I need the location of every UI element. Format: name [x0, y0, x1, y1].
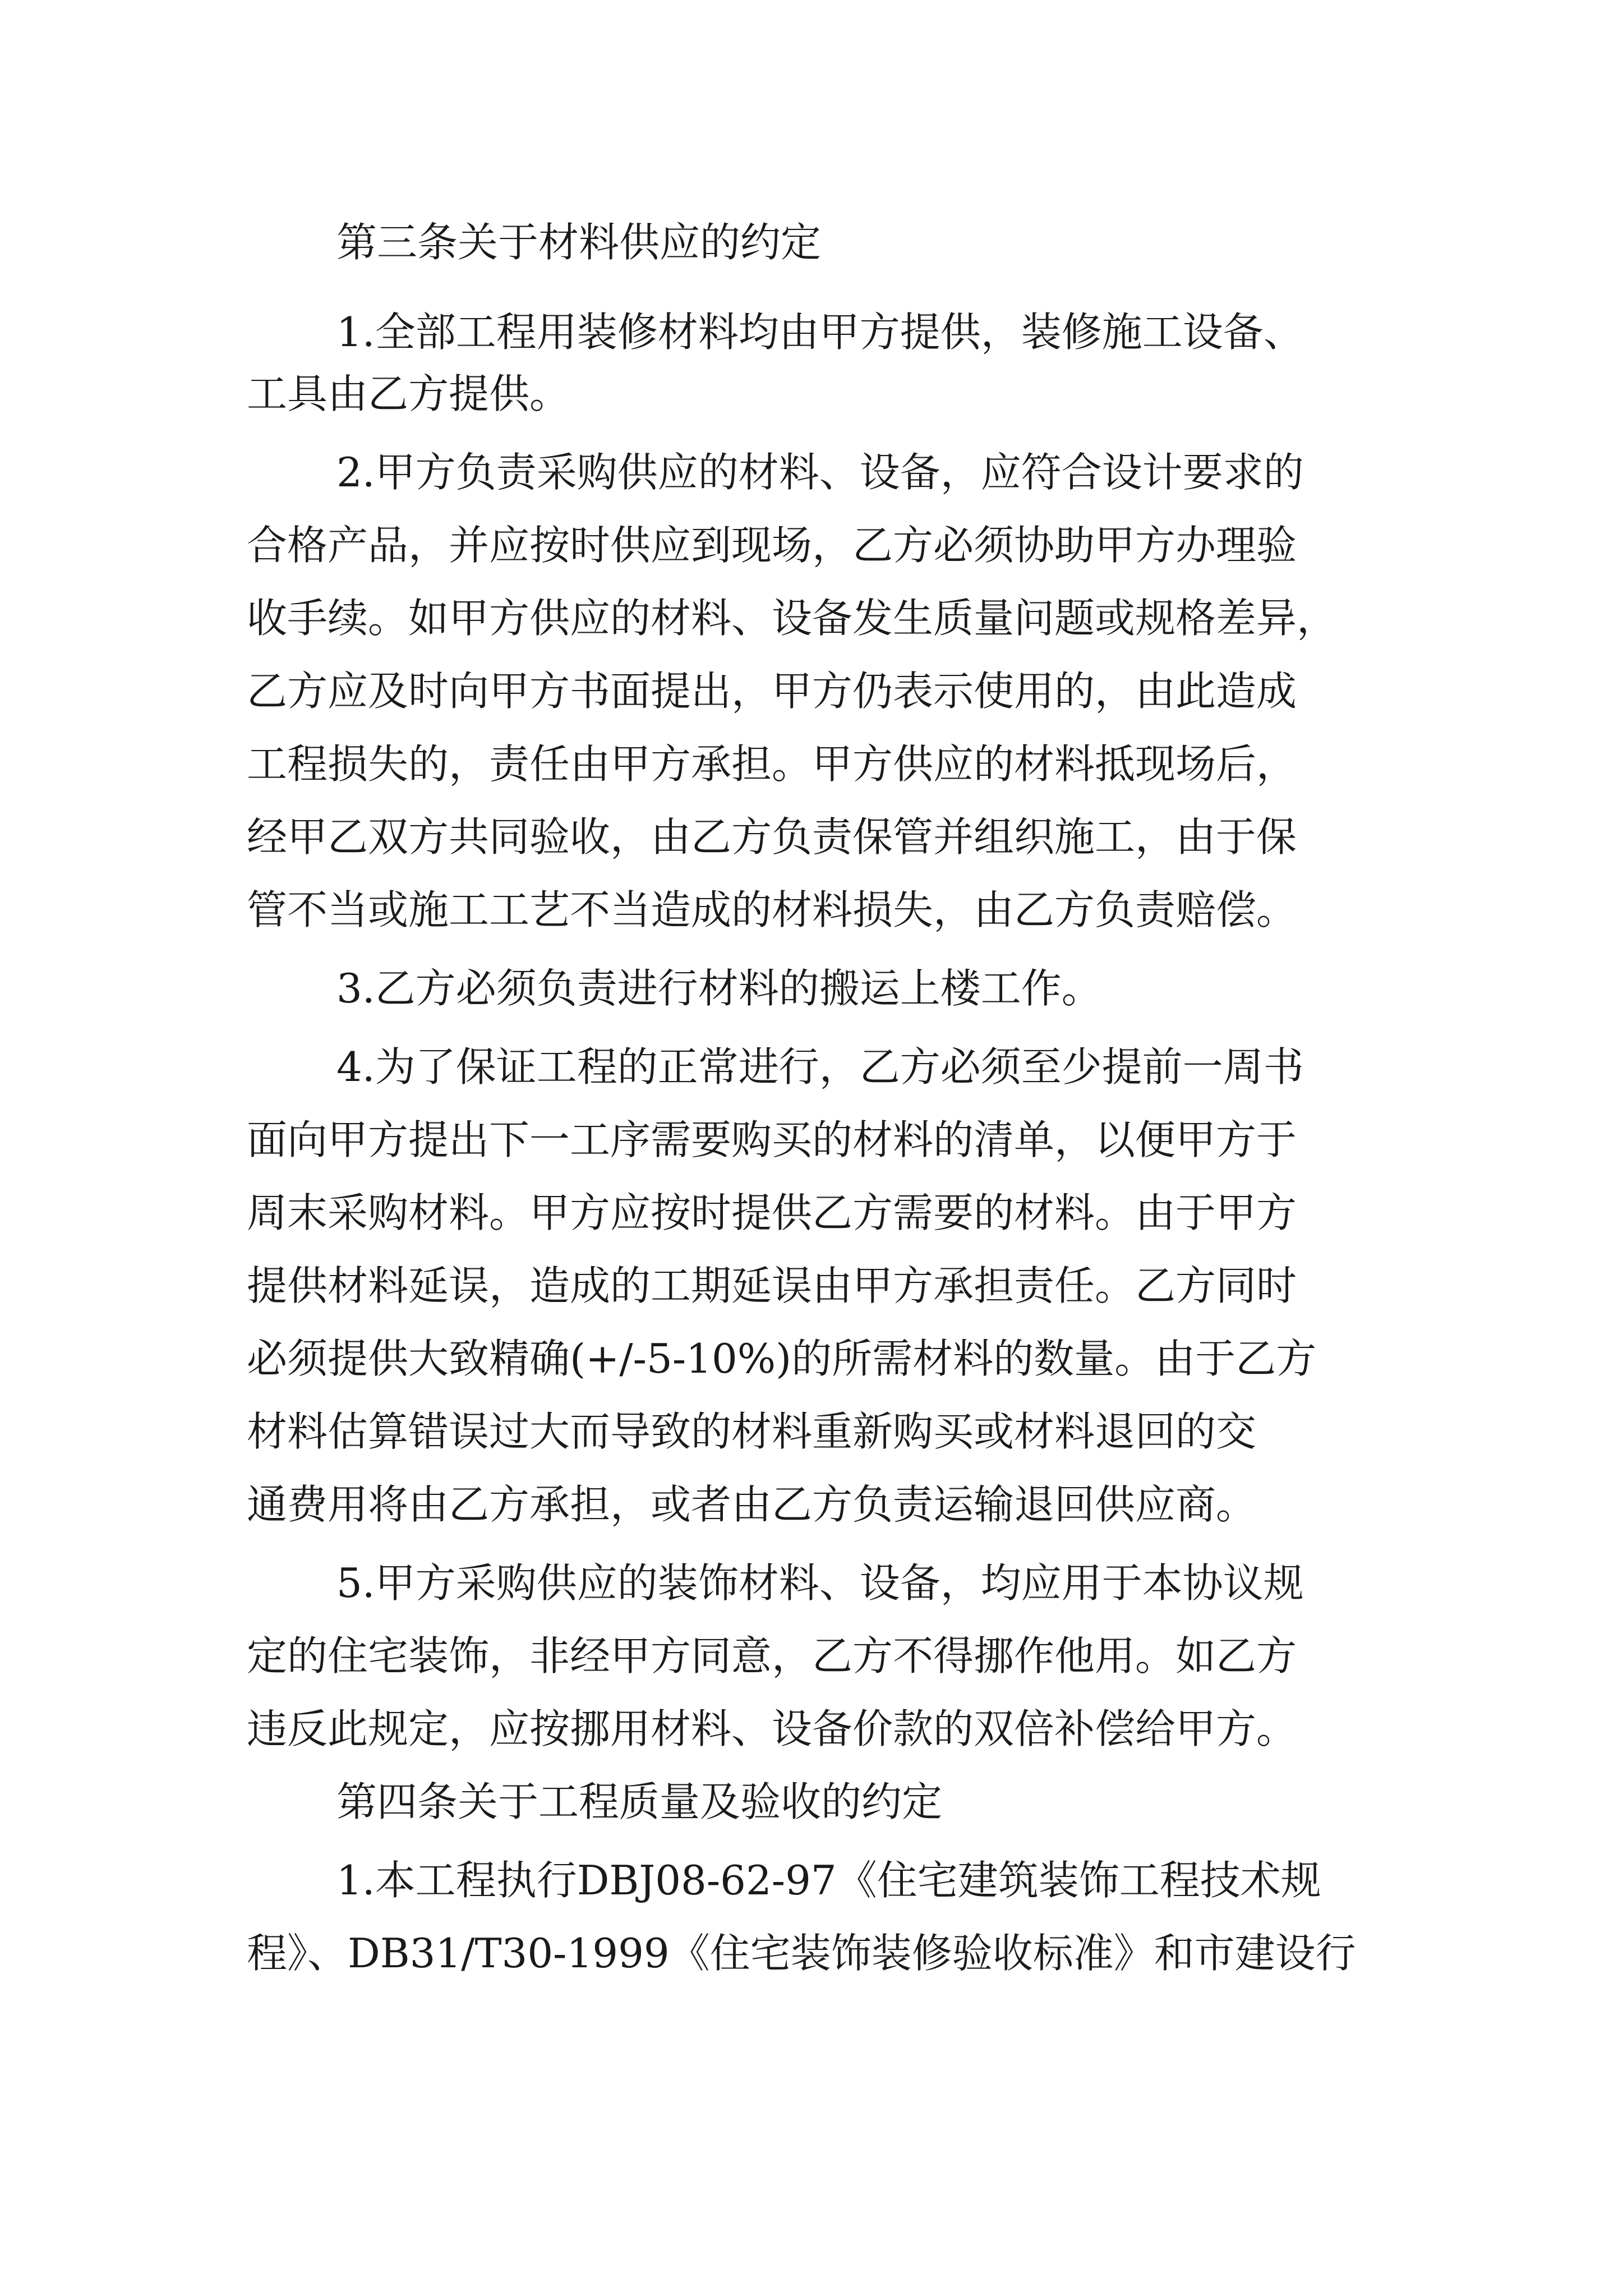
paragraph-line: 1.本工程执行DBJ08-62-97《住宅建筑装饰工程技术规 [336, 1857, 1321, 1904]
paragraph-line: 周末采购材料。甲方应按时提供乙方需要的材料。由于甲方 [247, 1189, 1297, 1236]
paragraph-line: 通费用将由乙方承担，或者由乙方负责运输退回供应商。 [247, 1481, 1257, 1528]
paragraph-line: 工具由乙方提供。 [247, 370, 570, 417]
paragraph-line: 乙方应及时向甲方书面提出，甲方仍表示使用的，由此造成 [247, 668, 1297, 715]
paragraph-line: 收手续。如甲方供应的材料、设备发生质量问题或规格差异， [247, 595, 1338, 642]
paragraph-line: 经甲乙双方共同验收，由乙方负责保管并组织施工，由于保 [247, 813, 1297, 861]
paragraph-line: 程》、DB31/T30-1999《住宅装饰装修验收标准》和市建设行 [247, 1930, 1356, 1977]
paragraph-line: 合格产品，并应按时供应到现场，乙方必须协助甲方办理验 [247, 522, 1297, 569]
paragraph-line: 工程损失的，责任由甲方承担。甲方供应的材料抵现场后， [247, 740, 1297, 788]
paragraph-line: 定的住宅装饰，非经甲方同意，乙方不得挪作他用。如乙方 [247, 1632, 1297, 1680]
paragraph-line: 面向甲方提出下一工序需要购买的材料的清单，以便甲方于 [247, 1116, 1297, 1163]
section-heading-article-4: 第四条关于工程质量及验收的约定 [336, 1778, 943, 1825]
section-heading-article-3: 第三条关于材料供应的约定 [336, 219, 822, 266]
paragraph-line: 违反此规定，应按挪用材料、设备价款的双倍补偿给甲方。 [247, 1705, 1297, 1752]
paragraph-line: 1.全部工程用装修材料均由甲方提供，装修施工设备、 [336, 309, 1304, 356]
paragraph-line: 材料估算错误过大而导致的材料重新购买或材料退回的交 [247, 1408, 1257, 1455]
paragraph-line: 2.甲方负责采购供应的材料、设备，应符合设计要求的 [336, 449, 1304, 496]
paragraph-line: 3.乙方必须负责进行材料的搬运上楼工作。 [336, 965, 1102, 1012]
paragraph-line: 5.甲方采购供应的装饰材料、设备，均应用于本协议规 [336, 1559, 1304, 1607]
paragraph-line: 管不当或施工工艺不当造成的材料损失，由乙方负责赔偿。 [247, 886, 1297, 933]
paragraph-line: 必须提供大致精确(+/-5-10%)的所需材料的数量。由于乙方 [247, 1335, 1317, 1382]
paragraph-line: 4.为了保证工程的正常进行，乙方必须至少提前一周书 [336, 1043, 1304, 1091]
paragraph-line: 提供材料延误，造成的工期延误由甲方承担责任。乙方同时 [247, 1262, 1297, 1309]
